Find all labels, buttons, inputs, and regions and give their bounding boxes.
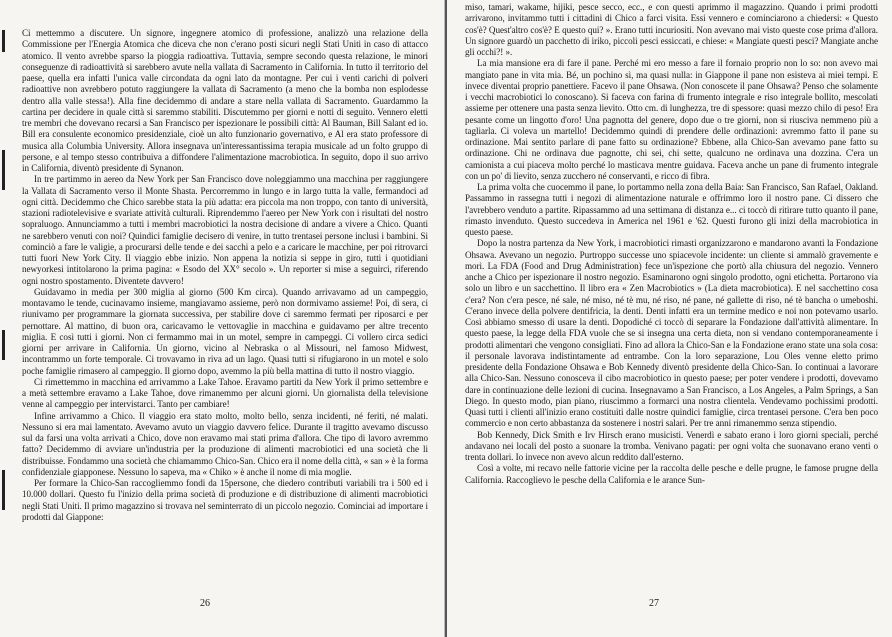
paragraph: La mia mansione era di fare il pane. Perché mi ero messo a fare il fornaio proprio non lo so: non avevo mai mangiato pane in vita mia. Bé, un pochino sì, ma quasi nulla: in Giappone il pane non esisteva ai miei tempi. E invece diventai proprio panettiere. Facevo il pane Ohsawa. (Non conoscete il pane Ohsawa? Penso che solamente i vecchi macrobiotici lo conoscano). Si faceva con farina di frumento integrale e riso integrale bollito, mescolati assieme per ottenere una pasta senza lievito. Otto cm. di lunghezza, tre di spessore: quasi mezzo chilo di peso! Era pesante come un lingotto d'oro! Una pagnotta del genere, dopo due o tre giorni, non si riusciva nemmeno più a tagliarla. Ci voleva un martello! Decidemmo quindi di prendere delle ordinazioni: avremmo fatto il pane su ordinazione. Mai sentito parlare di pane fatto su ordinazione? Ebbene, alla Chico-San avevamo pane fatto su ordinazione. Chi ne ordinava due pagnotte, chi sei, chi sette, qualcuno ne ordinava una dozzina. C'era un camionista a cui piaceva molto perché lo masticava mentre guidava. Faceva anche un pane di frumento integrale con un po' di lievito, senza zucchero né conservanti, e ricco di fibra. (465, 58, 878, 181)
paragraph: La prima volta che cuocemmo il pane, lo portammo nella zona della Baia: San Francisco, San Rafael, Oakland. Passammo in rassegna tutti i negozi di alimentazione naturale e offrimmo loro il nostro pane. Ci dissero che l'avrebbero venduto a partite. Ripassammo ad una settimana di distanza e... ci toccò di ritirare tutto quanto il pane, rimasto invenduto. Questo succedeva in America nel 1961 e '62. Questi furono gli inizi della macrobiotica in questo paese. (465, 182, 878, 237)
left-page (0, 0, 445, 637)
paragraph: In tre partimmo in aereo da New York per San Francisco dove noleggiammo una macchina per raggiungere la Vallata di Sacramento verso il Monte Shasta. Percorremmo in lungo e in largo tutta la valle, fermandoci ad ogni città. Decidemmo che Chico sarebbe stata la più adatta: era piccola ma non troppo, con tanto di università, stazioni radiotelevisive e svariate attività culturali. Riprendemmo l'aereo per New York con i risultati del nostro sopraluogo. Annunciammo a tutti i membri macrobiotici la nostra decisione di andare a vivere a Chico. Quanti ne sarebbero venuti con noi? Quindici famiglie decisero di venire, in tutto trentasei persone inclusi i bambini. Si cominciò a fare le valigie, a procurarsi delle tende e dei sacchi a pelo e a caricare le macchine, per poi ritrovarci tutti fuori New York City. Il viaggio ebbe inizio. Non appena la notizia si seppe in giro, tutti i quotidiani newyorkesi intitolarono la prima pagina: « Esodo del XX° secolo ». Un reporter si mise a seguirci, riferendo ogni nostro spostamento. Diventete davvero! (22, 174, 428, 286)
paragraph: Bob Kennedy, Dick Smith e Irv Hirsch erano musicisti. Venerdì e sabato erano i loro giorni speciali, perché andavano nei locali del posto a suonare la tromba. Venivano pagati: per ogni volta che suonavano erano venti o trenta dollari. Io invece non avevo alcun reddito dall'esterno. (465, 429, 878, 462)
page-number: 27 (649, 598, 659, 609)
left-page-body (22, 28, 428, 523)
scan-edge-mark (2, 150, 5, 190)
paragraph: Così a volte, mi recavo nelle fattorie vicine per la raccolta delle pesche e delle prugne, le famose prugne della California. Raccoglievo le pesche della California e le arance Sun- (465, 463, 878, 485)
right-page-body (465, 2, 878, 486)
paragraph: Per formare la Chico-San raccogliemmo fondi da 15persone, che diedero contributi variabili tra i 500 ed i 10.000 dollari. Questo fu l'inizio della prima società di produzione e di distribuzione di alimenti macrobiotici negli Stati Uniti. Il primo magazzino si trovava nel seminterrato di un piccolo negozio. Cominciai ad importare i prodotti dal Giappone: (22, 478, 428, 522)
paragraph: Ci rimettemmo in macchina ed arrivammo a Lake Tahoe. Eravamo partiti da New York il primo settembre e a metà settembre eravamo a Lake Tahoe, dove rimanemmo per alcuni giorni. Un giornalista della televisione venne al campeggio per intervistarci. Tanto per cambiare! (22, 376, 428, 410)
paragraph: miso, tamari, wakame, hijiki, pesce secco, ecc., e con questi aprimmo il magazzino. Quando i primi prodotti arrivarono, invitammo tutti i cittadini di Chico a farci visita. Essi vennero e cominciarono a chiedersi: « Questo cos'è? Quest'altro cos'è? E questo qui? ». Erano tutti incuriositi. Non avevano mai visto queste cose prima d'allora. Un signore guardò un pacchetto di iriko, piccoli pesci essiccati, e chiese: « Mangiate questi pesci? Mangiate anche gli occhi?! ». (465, 2, 878, 57)
paragraph: Ci mettemmo a discutere. Un signore, ingegnere atomico di professione, analizzò una relazione della Commissione per l'Energia Atomica che diceva che non c'erano posti sicuri negli Stati Uniti in caso di attacco atomico. Il vento avrebbe sparso la pioggia radioattiva. Tuttavia, sempre secondo questa relazione, le minori conseguenze di radioattività si sarebbero avute nella vallata di Sacramento in California. In tutto il territorio del paese, quella era infatti l'unica valle circondata da ogni lato da montagne. Per cui i venti carichi di polveri radioattive non avrebbero potuto raggiungere la vallata di Sacramento (a meno che la bomba non esplodesse dentro alla valle stessa!). Alla fine decidemmo di andare a stare nella vallata di Sacramento. Guardammo la cartina per decidere in quale città si saremmo stabiliti. Discutemmo per giorni e notti di seguito. Vennero eletti tre membri che dovevano recarsi a San Francisco per ispezionare le possibili città: Al Bauman, Bill Salant ed io. Bill era consulente economico presidenziale, cioè un alto funzionario governativo, e Al era stato professore di musica alla Columbia University. Allora insegnava un'interessantissima terapia musicale ad un folto gruppo di persone, e al tempo stesso contribuiva a diffondere l'alimentazione macrobiotica. In seguito, dopo il suo arrivo in California, diventò presidente di Synanon. (22, 28, 428, 173)
scan-edge-mark (2, 30, 5, 52)
paragraph: Guidavamo in media per 300 miglia al giorno (500 Km circa). Quando arrivavamo ad un campeggio, montavamo le tende, cucinavamo insieme, mangiavamo assieme, però non dormivamo assieme! Poi, di sera, ci riunivamo per programmare la giornata successiva, per stabilire dove ci saremmo fermati per riposarci e per pernottare. Al mattino, di buon ora, caricavamo le vettovaglie in macchina e guidavamo per altre trecento miglia. E così tutti i giorni. Non ci fermammo mai in un motel, sempre in campeggi. Ci vollero circa sedici giorni per arrivare in California. Un giorno, vicino al Nebraska o al Missouri, nel famoso Midwest, incontrammo un forte temporale. Ci trovavamo in riva ad un lago. Quasi tutti si rifugiarono in un motel e solo poche famiglie rimasero al campeggio. Il giorno dopo, avemmo la più bella mattina di tutto il nostro viaggio. (22, 286, 428, 376)
page-number: 26 (200, 598, 210, 609)
paragraph: Dopo la nostra partenza da New York, i macrobiotici rimasti organizzarono e mandarono avanti la Fondazione Ohsawa. Avevano un negozio. Purtroppo successe uno spiacevole incidente: un cliente si ammalò gravemente e morì. La FDA (Food and Drug Administration) fece un'ispezione che portò alla chiusura del negozio. Vennero anche a Chico per ispezionare il nostro negozio. Esaminarono ogni singolo prodotto, ogni etichetta. Portarono via solo un libro e un sacchettino. Il libro era « Zen Macrobiotics » (La dieta macrobiotica). E nel sacchettino cosa c'era? Non c'era pesce, né sale, né miso, né tè mu, né riso, né pane, né gallette di riso, né tè bancha o umeboshi. C'erano invece della polvere dentifricia, la denti. Denti infatti era un termine medico e noi non potevamo usarlo. Così abbiamo smesso di usare la denti. Dopodiché ci toccò di separare la Fondazione dall'attività alimentare. In questo paese, la legge della FDA vuole che se si insegna una certa dieta, non si vendano contemporaneamente i prodotti alimentari che vengono consigliati. Fino ad allora la Chico-San e la Fondazione erano state una sola cosa: il personale lavorava indistintamente ad entrambe. Con la loro separazione, Lou Oles venne eletto primo presidente della Fondazione Ohsawa e Bob Kennedy diventò presidente della Chico-San. Io continuai a lavorare alla Chico-San. Nessuno conosceva il cibo macrobiotico in questo paese; per poter vendere i prodotti, dovevamo dare in continuazione delle lezioni di cucina. Insegnavamo a San Francisco, a Los Angeles, a Palm Springs, a San Diego. In questo modo, pian piano, riuscimmo a formarci una nostra clientela. Vendevamo pochissimi prodotti. Quasi tutti i clienti all'inizio erano costituiti dalle nostre quindici famiglie, circa trentasei persone. C'era ben poco commercio e non certo abbastanza da sostenere i nostri salari. Per tre anni rimanemmo senza stipendio. (465, 238, 878, 429)
scan-edge-mark (2, 470, 5, 510)
paragraph: Infine arrivammo a Chico. Il viaggio era stato molto, molto bello, senza incidenti, né feriti, né malati. Nessuno si era mai lamentato. Avevamo avuto un viaggio davvero felice. Durante il tragitto avevamo discusso sul da farsi una volta arrivati a Chico, dove non eravamo mai stati prima d'allora. Che tipo di lavoro avremmo fatto? Decidemmo di avviare un'industria per la produzione di alimenti macrobiotici ed una società che li distribuisse. Fondammo una società che chiamammo Chico-San. Chico era il nome della città, « san » è la forma confidenziale giapponese. Nessuno lo sapeva, ma « Chiko » è anche il nome di mia moglie. (22, 410, 428, 477)
right-page (447, 0, 892, 637)
scan-edge-mark (2, 330, 5, 360)
